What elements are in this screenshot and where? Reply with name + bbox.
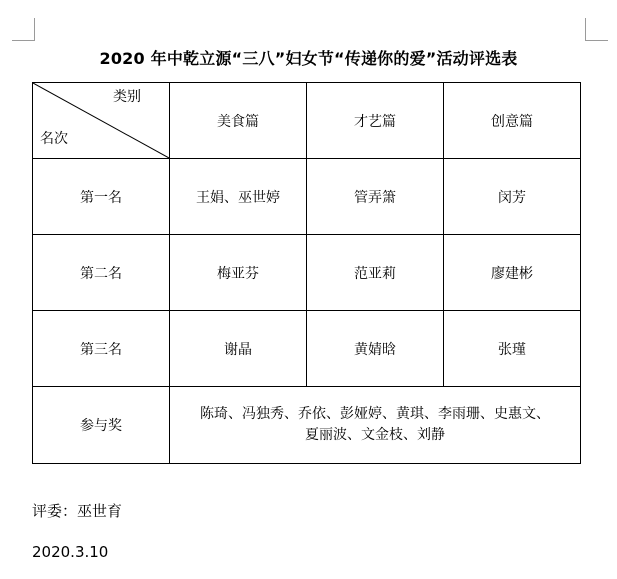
category-axis-label: 类别 bbox=[113, 89, 141, 105]
winner-cell: 闵芳 bbox=[444, 159, 581, 235]
participation-names bbox=[170, 387, 581, 464]
table-row bbox=[33, 311, 581, 387]
winner-cell: 廖建彬 bbox=[444, 235, 581, 311]
judge-line: 评委：巫世育 bbox=[32, 502, 123, 520]
winner-cell: 梅亚芬 bbox=[170, 235, 307, 311]
rank-label: 第一名 bbox=[33, 159, 170, 235]
winner-cell: 谢晶 bbox=[170, 311, 307, 387]
page-corner-mark-top-right bbox=[585, 18, 608, 41]
rank-label: 第二名 bbox=[33, 235, 170, 311]
winner-cell: 王娟、巫世婷 bbox=[170, 159, 307, 235]
participation-row bbox=[33, 387, 581, 464]
winner-cell: 张瑾 bbox=[444, 311, 581, 387]
table-row bbox=[33, 235, 581, 311]
category-header-talent: 才艺篇 bbox=[307, 83, 444, 159]
category-header-food: 美食篇 bbox=[170, 83, 307, 159]
table-row bbox=[33, 159, 581, 235]
winner-cell: 管弄箫 bbox=[307, 159, 444, 235]
participation-names-line-2: 夏丽波、文金枝、刘静 bbox=[305, 427, 445, 443]
page-corner-mark-top-left bbox=[12, 18, 35, 41]
winner-cell: 范亚莉 bbox=[307, 235, 444, 311]
date-line: 2020.3.10 bbox=[32, 543, 109, 561]
category-header-creative: 创意篇 bbox=[444, 83, 581, 159]
winner-cell: 黄婧晗 bbox=[307, 311, 444, 387]
award-table bbox=[32, 82, 581, 464]
table-header-row bbox=[33, 83, 581, 159]
rank-label: 第三名 bbox=[33, 311, 170, 387]
participation-names-line-1: 陈琦、冯独秀、乔依、彭娅婷、黄琪、李雨珊、史惠文、 bbox=[200, 406, 550, 422]
rank-axis-label: 名次 bbox=[40, 131, 68, 147]
participation-label: 参与奖 bbox=[33, 387, 170, 464]
document-title: 2020 年中乾立源“三八”妇女节“传递你的爱”活动评选表 bbox=[99, 49, 518, 68]
diagonal-header-cell bbox=[33, 83, 170, 159]
